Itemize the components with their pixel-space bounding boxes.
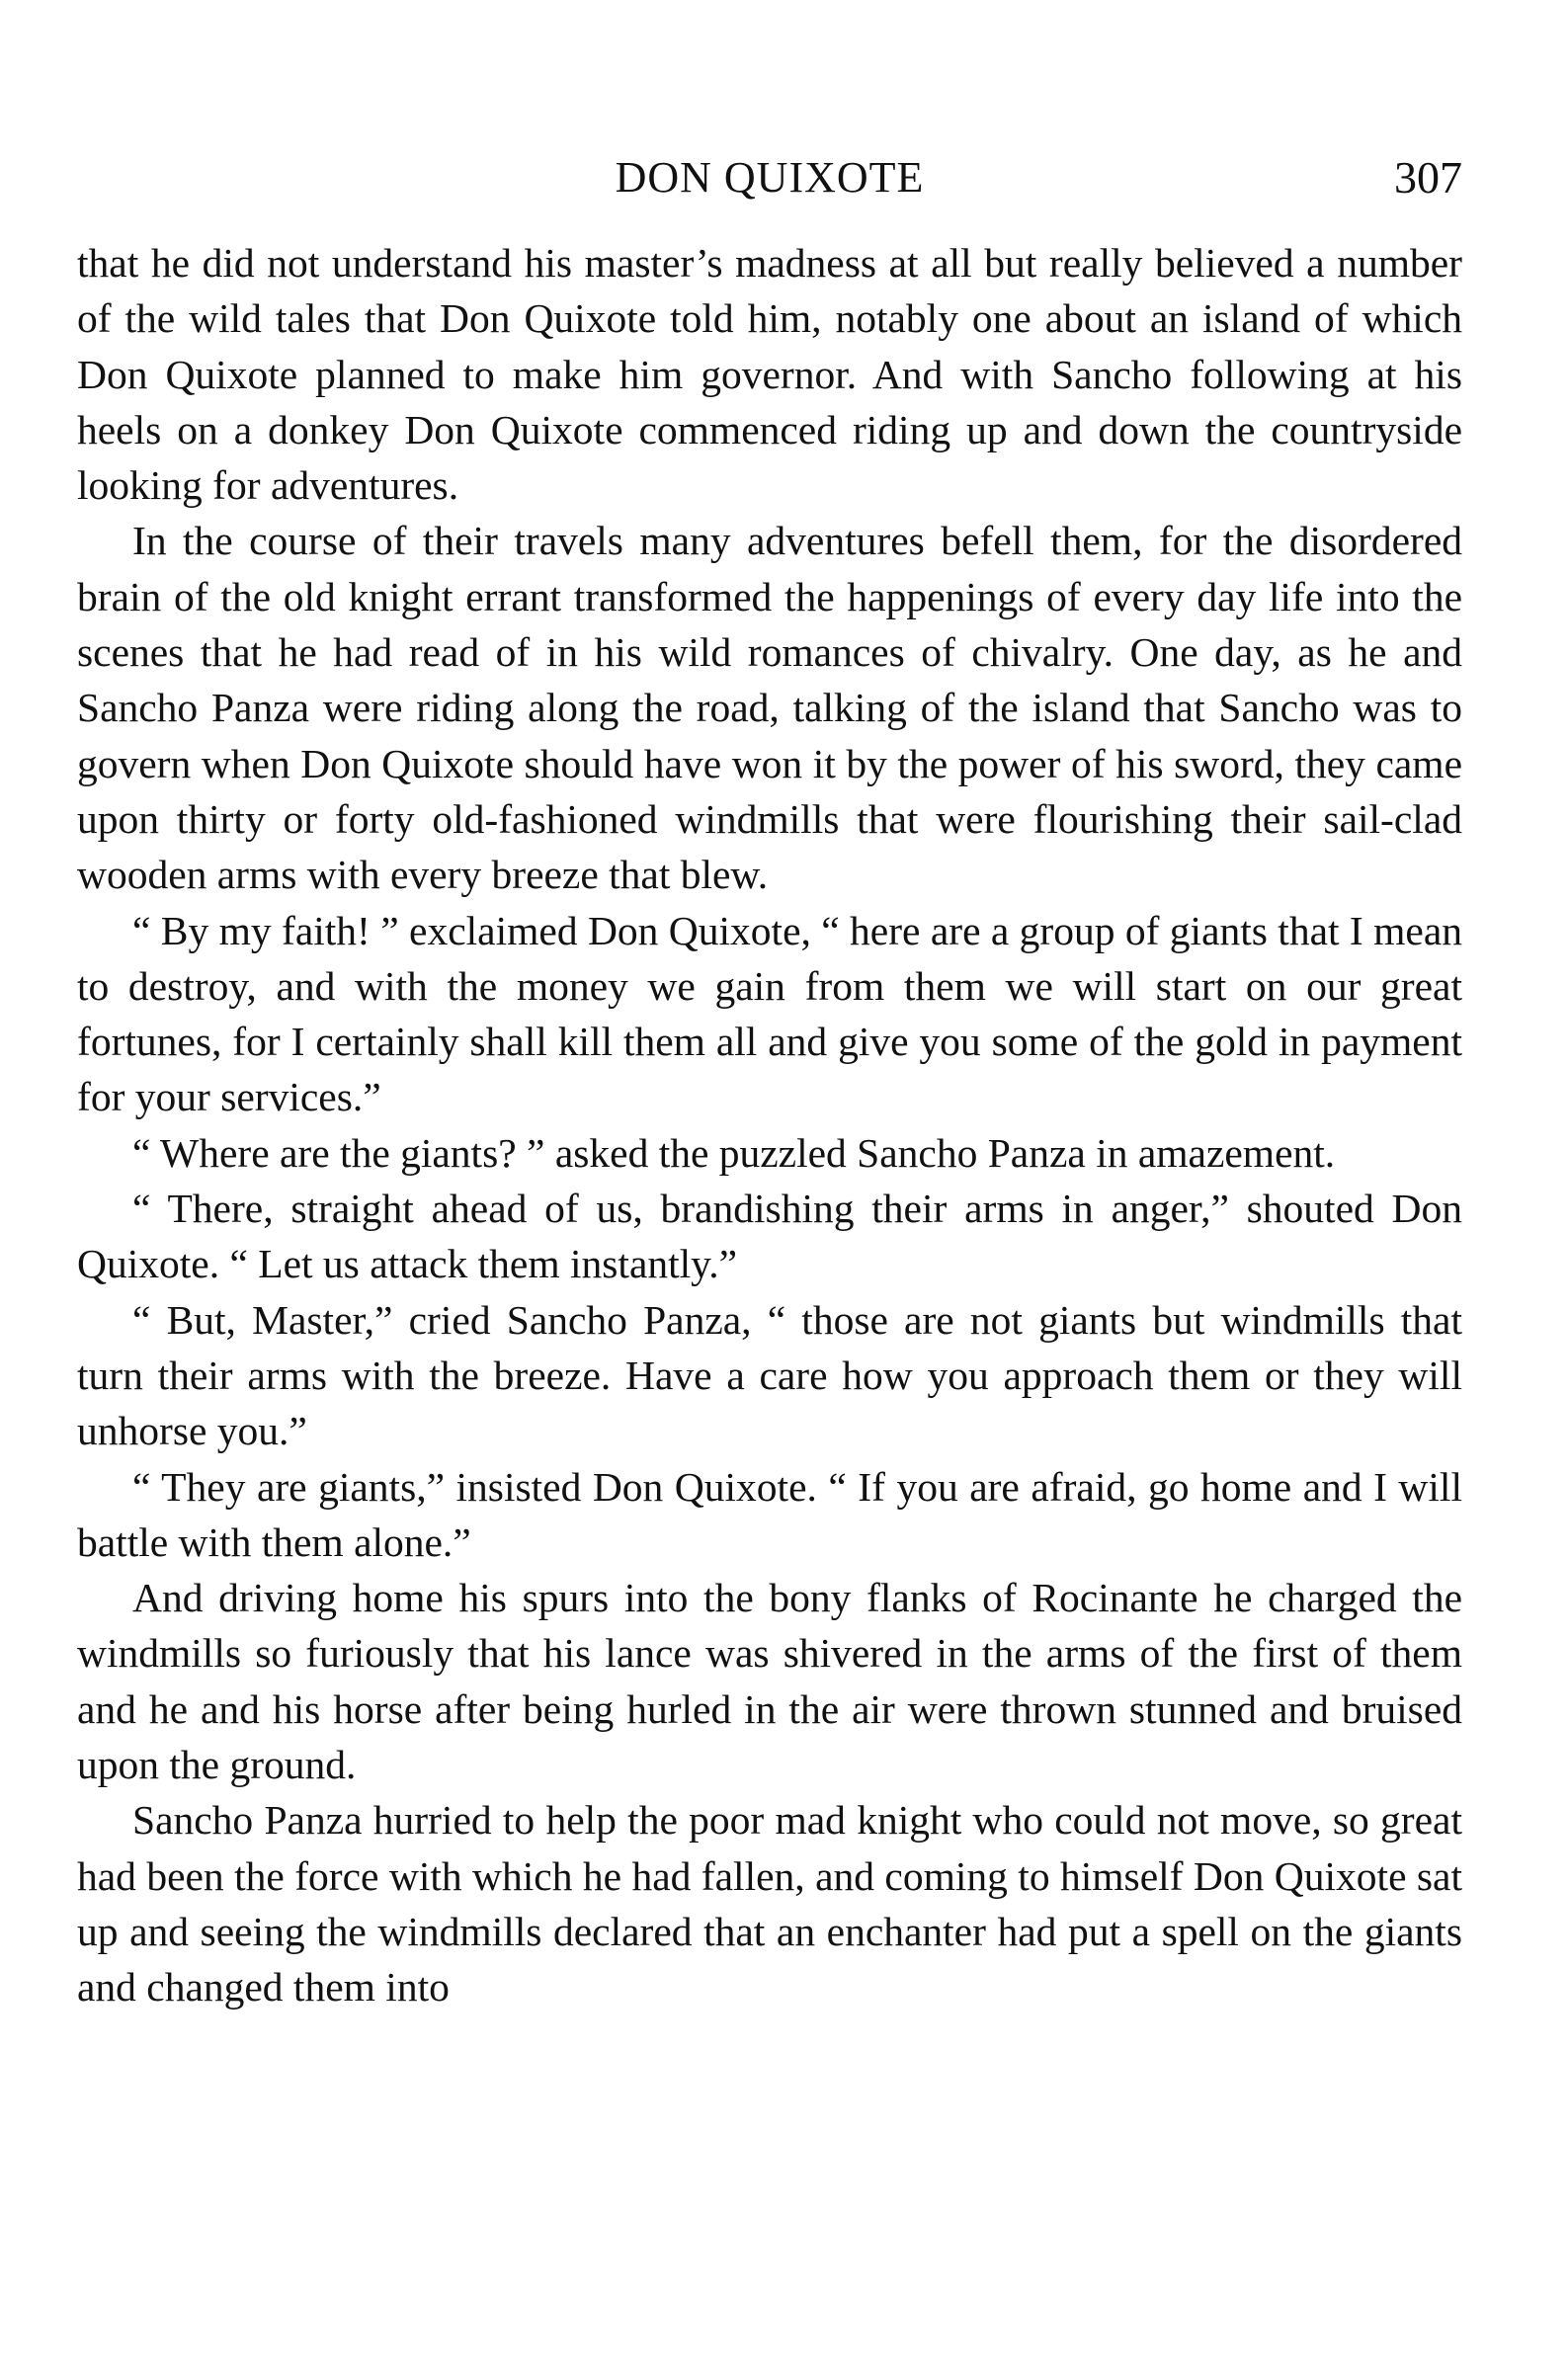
body-text xyxy=(77,235,1462,2015)
paragraph: And driving home his spurs into the bony flanks of Rocinante he charged the windmills so furiously that his lance was shivered in the arms of the first of them and he and his horse after being hurled in the air were thrown stunned and bruised upon the ground. xyxy=(77,1575,1462,1788)
paragraph-continued: that he did not understand his master’s madness at all but really believed a number of the wild tales that Don Quixote told him, notably one about an island of which Don Quixote planned to make him governor. And with Sancho following at his heels on a donkey Don Quixote commenced riding up and down the countryside looking for adventures. xyxy=(77,240,1462,509)
paragraph: “ By my faith! ” exclaimed Don Quixote, “ here are a group of giants that I mean to destroy, and with the money we gain from them we will start on our great fortunes, for I certainly shall kill them all and give you some of the gold in payment for your services.” xyxy=(77,907,1462,1120)
paragraph: Sancho Panza hurried to help the poor mad knight who could not move, so great had been the force with which he had fallen, and coming to himself Don Quixote sat up and seeing the windmills declared that an enchanter had put a spell on the giants and changed them into xyxy=(77,1797,1462,2010)
running-head xyxy=(77,148,1462,207)
paragraph: “ There, straight ahead of us, brandishing their arms in anger,” shouted Don Quixote. “ Let us attack them instantly.” xyxy=(77,1186,1462,1287)
running-title: DON QUIXOTE xyxy=(615,153,925,202)
paragraph: “ They are giants,” insisted Don Quixote. “ If you are afraid, go home and I will battle with them alone.” xyxy=(77,1463,1462,1565)
paragraph: “ But, Master,” cried Sancho Panza, “ those are not giants but windmills that turn their arms with the breeze. Have a care how you approach them or they will unhorse you.” xyxy=(77,1296,1462,1454)
paragraph: “ Where are the giants? ” asked the puzzled Sancho Panza in amazement. xyxy=(132,1129,1336,1176)
page-number: 307 xyxy=(1394,152,1462,203)
paragraph: In the course of their travels many adventures befell them, for the disordered brain of the old knight errant transformed the happenings of every day life into the scenes that he had read of in his wild romances of chivalry. One day, as he and Sancho Panza were riding along the road, talking of the island that Sancho was to govern when Don Quixote should have won it by the power of his sword, they came upon thirty or forty old-fashioned windmills that were flourishing their sail-clad wooden arms with every breeze that blew. xyxy=(77,518,1462,898)
